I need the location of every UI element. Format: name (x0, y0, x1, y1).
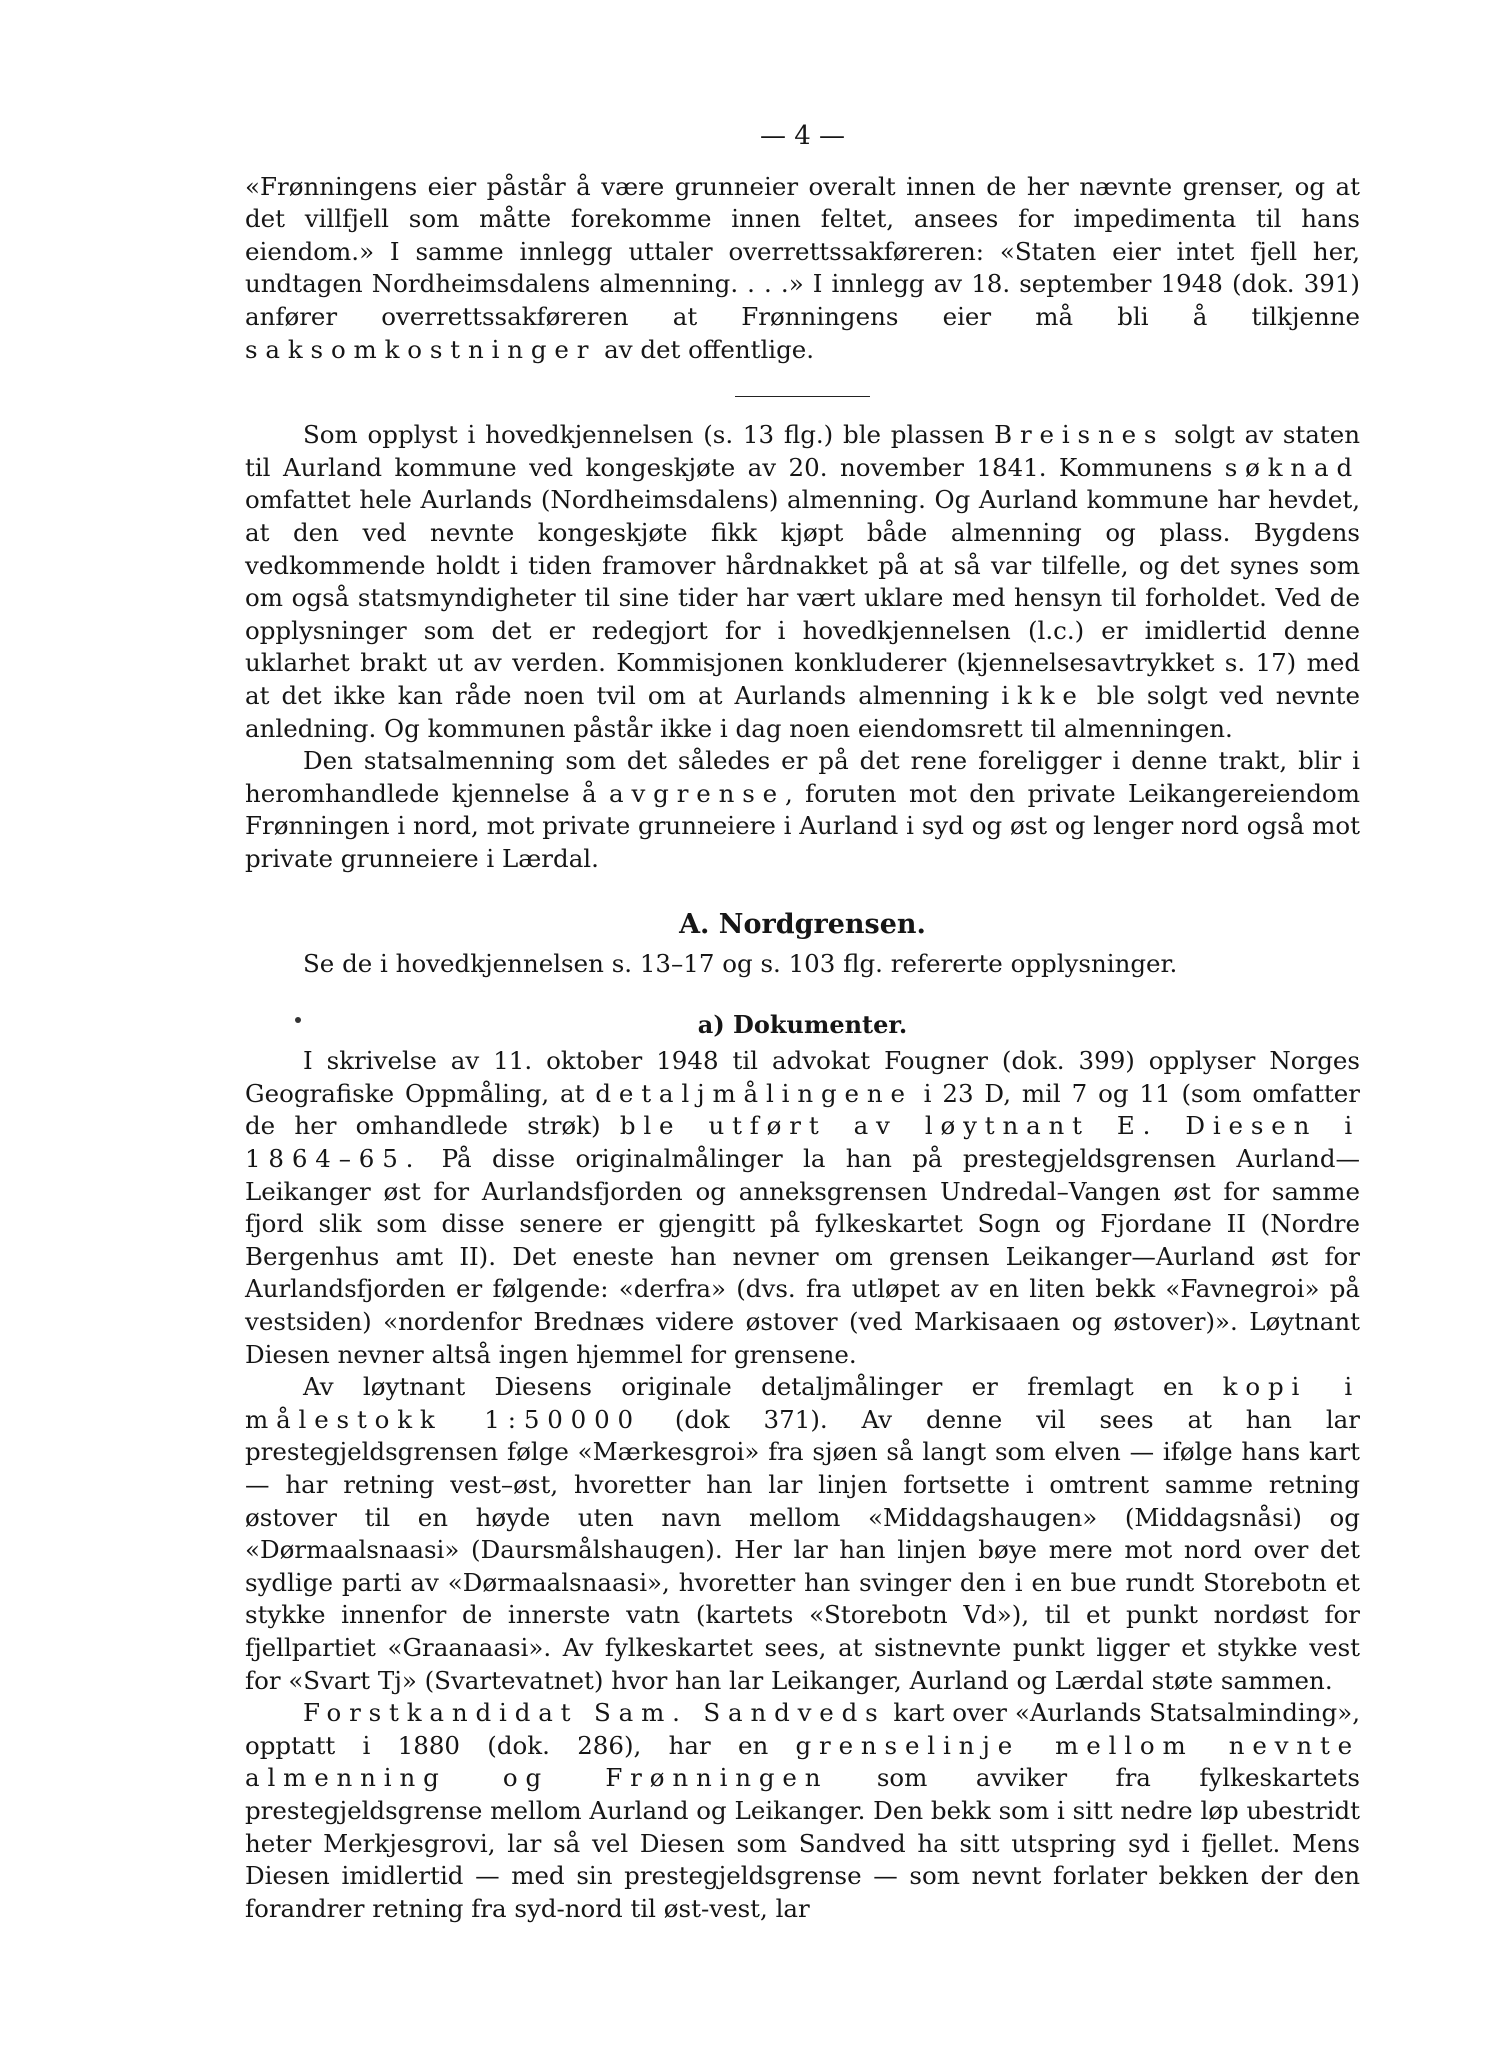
paragraph-5 (245, 1045, 1360, 1371)
paragraph-1-tail: av det offentlige. (596, 334, 815, 364)
spaced-soknad: søknad (1224, 452, 1360, 482)
document-page (245, 120, 1360, 1925)
paragraph-2-text-c: solgt av staten til Aurland kommune ved kongeskjøte av 20. november 1841. Kommunens (245, 420, 1360, 482)
paragraph-7-text-d: som avviker fra fylkeskartets prestegjeldsgrense mellom Aurland og Leikanger. Den bekk som i sitt nedre løp ubestridt heter Merkjesgrovi, lar så vel Diesen som Sandved ha sitt utspring syd i fjellet. Mens Diesen imidlertid — med sin prestegjeldsgrense — som nevnt forlater bekken der den forandrer retning fra syd-nord til øst-vest, lar (245, 1763, 1360, 1923)
bullet-dot (295, 1017, 301, 1023)
subsection-heading (245, 1009, 1360, 1042)
paragraph-2-text-e: omfattet hele Aurlands (Nordheimsdalens) almenning. Og Aurland kommune har hevdet, at den ved nevnte kongeskjøte fikk kjøpt både almenning og plass. Bygdens vedkommende holdt i tiden framover hårdnakket på at så var tilfelle, og det synes som om også statsmyndigheter til sine tider har vært uklare med hensyn til forholdet. Ved de opplysninger som det er redegjort for i hovedkjennelsen (l.c.) er imidlertid denne uklarhet brakt ut av verden. Kommisjonen konkluderer (kjennelsesavtrykket s. 17) med at det ikke kan råde noen tvil om at Aurlands almenning (245, 485, 1360, 710)
paragraph-3-text-c: , foruten mot den private Leikangereiendom Frønningen i nord, mot private grunneiere i Aurland i syd og øst og lenger nord også mot private grunneiere i Lærdal. (245, 778, 1360, 873)
paragraph-5-text-a: I skrivelse av 11. oktober 1948 til advokat Fougner (dok. 399) opplyser Norges Geografiske Oppmåling, at (245, 1046, 1360, 1108)
paragraph-1 (245, 171, 1360, 367)
spaced-diesen-phrase: ble utført av løytnant E. Diesen i 1864–65. (245, 1111, 1360, 1174)
paragraph-2-text-g: ble solgt ved nevnte anledning. Og kommunen påstår ikke i dag noen eiendomsrett til almenningen. (245, 680, 1360, 743)
paragraph-1-text: «Frønningens eier påstår å være grunneier overalt innen de her nævnte grenser, og at det villfjell som måtte forekomme innen feltet, ansees for impedimenta til hans eiendom.» I samme innlegg uttaler overrettssakføreren: «Staten eier intet fjell her, undtagen Nordheimsdalens almenning. . . .» I innlegg av 18. september 1948 (dok. 391) anfører overrettssakføreren at Frønningens eier må bli å tilkjenne (245, 171, 1360, 331)
spaced-avgrense: avgrense (609, 778, 785, 808)
paragraph-6-text-c: (dok 371). Av denne vil sees at han lar prestegjeldsgrensen følge «Mærkesgroi» fra sjøen så langt som elven — ifølge hans kart — har retning vest–øst, hvoretter han lar linjen fortsette i omtrent samme retning østover til en høyde uten navn mellom «Middagshaugen» (Middagsnåsi) og «Dørmaalsnaasi» (Daursmålshaugen). Her lar han linjen bøye mere mot nord over det sydlige parti av «Dørmaalsnaasi», hvoretter han svinger den i en bue rundt Storebotn et stykke innenfor de innerste vatn (kartets «Storebotn Vd»), til et punkt nordøst for fjellpartiet «Graanaasi». Av fylkeskartet sees, at sistnevnte punkt ligger et stykke vest for «Svart Tj» (Svartevatnet) hvor han lar Leikanger, Aurland og Lærdal støte sammen. (245, 1404, 1360, 1695)
section-heading: A. Nordgrensen. (679, 909, 926, 941)
paragraph-4: Se de i hovedkjennelsen s. 13–17 og s. 103 flg. refererte opplysninger. (303, 949, 1178, 979)
spaced-breisnes: Breisnes (994, 420, 1165, 450)
spaced-kopi-malestokk: kopi i målestokk 1:50000 (245, 1372, 1360, 1434)
spaced-ikke: ikke (1001, 680, 1085, 710)
spaced-grenselinje: grenselinje mellom nevnte almenning og Frønningen (245, 1730, 1360, 1793)
section-divider (735, 396, 870, 397)
paragraph-7-text-b: kart over «Aurlands Statsalminding», opptatt i 1880 (dok. 286), har en (245, 1698, 1360, 1760)
spaced-detaljmalingene: detaljmålingene (595, 1078, 913, 1108)
paragraph-3 (245, 745, 1360, 875)
spaced-sandved: Forstkandidat Sam. Sandveds (303, 1698, 886, 1728)
paragraph-7 (245, 1697, 1360, 1925)
paragraph-6 (245, 1371, 1360, 1697)
paragraph-5-text-e: På disse originalmålinger la han på prestegjeldsgrensen Aurland—Leikanger øst for Aurlandsfjorden og anneksgrensen Undredal–Vangen øst for samme fjord slik som disse senere er gjengitt på fylkeskartet Sogn og Fjordane II (Nordre Bergenhus amt II). Det eneste han nevner om grensen Leikanger—Aurland øst for Aurlandsfjorden er følgende: «derfra» (dvs. fra utløpet av en liten bekk «Favnegroi» på vestsiden) «nordenfor Brednæs videre østover (ved Markisaaen og østover)». Løytnant Diesen nevner altså ingen hjemmel for grensene. (245, 1144, 1360, 1369)
spaced-saksomkostninger: saksomkostninger (245, 334, 597, 364)
paragraph-2-text-a: Som opplyst i hovedkjennelsen (s. 13 flg.) ble plassen (303, 420, 995, 450)
paragraph-5-text-c: i 23 D, mil 7 og 11 (som omfatter de her omhandlede strøk) (245, 1078, 1360, 1141)
paragraph-3-text-a: Den statsalmenning som det således er på det rene foreligger i denne trakt, blir i heromhandlede kjennelse å (245, 746, 1360, 808)
paragraph-6-text-a: Av løytnant Diesens originale detaljmålinger er fremlagt en (303, 1372, 1223, 1402)
subsection-heading-text: a) Dokumenter. (697, 1009, 908, 1039)
page-number: — 4 — (759, 121, 846, 151)
paragraph-2 (245, 419, 1360, 745)
